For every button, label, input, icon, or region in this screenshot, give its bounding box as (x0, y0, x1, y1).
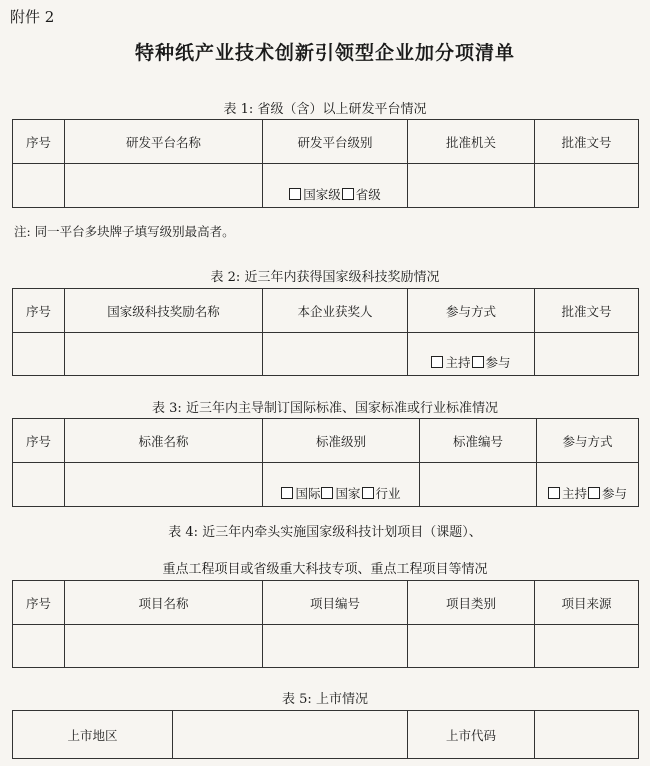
table1-research-platforms (12, 119, 639, 208)
table2-approval-number-cell[interactable] (535, 333, 639, 376)
table5-caption: 表 5: 上市情况 (282, 692, 368, 707)
table5-row (13, 711, 639, 759)
table4-header-row (13, 581, 639, 625)
table2-winner-cell[interactable] (263, 333, 408, 376)
checkbox-lead[interactable] (431, 356, 443, 368)
listing-code-label: 上市代码 (408, 711, 535, 759)
table1-header-row (13, 120, 639, 164)
table1-platform-level-cell (263, 164, 408, 208)
checkbox-international[interactable] (281, 487, 293, 499)
listing-region-value-cell[interactable] (173, 711, 408, 759)
table2-header-cell: 国家级科技奖励名称 (65, 289, 263, 333)
table3-header-cell: 标准编号 (420, 419, 537, 463)
table2-header-cell: 序号 (13, 289, 65, 333)
table3-header-row (13, 419, 639, 463)
table1-caption: 表 1: 省级（含）以上研发平台情况 (223, 102, 427, 117)
table1-data-row (13, 164, 639, 208)
table3-standard-number-cell[interactable] (420, 463, 537, 507)
table3-participation-cell (537, 463, 639, 507)
listing-region-label: 上市地区 (13, 711, 173, 759)
checkbox-national[interactable] (321, 487, 333, 499)
table3-caption: 表 3: 近三年内主导制订国际标准、国家标准或行业标准情况 (152, 401, 498, 416)
table4-header-cell: 项目类别 (408, 581, 535, 625)
table2-award-name-cell[interactable] (65, 333, 263, 376)
table2-header-cell: 批准文号 (535, 289, 639, 333)
table2-participation-cell (408, 333, 535, 376)
table2-header-cell: 本企业获奖人 (263, 289, 408, 333)
option-label: 参与 (602, 486, 628, 501)
table1-platform-name-cell[interactable] (65, 164, 263, 208)
listing-code-value-cell[interactable] (535, 711, 639, 759)
table3-standard-name-cell[interactable] (65, 463, 263, 507)
table1-seq-cell[interactable] (13, 164, 65, 208)
option-label: 主持 (561, 486, 587, 501)
table1-approval-number-cell[interactable] (535, 164, 639, 208)
table5-listing (12, 710, 639, 759)
table4-header-cell: 序号 (13, 581, 65, 625)
table1-header-cell: 批准文号 (535, 120, 639, 164)
table1-header-cell: 研发平台级别 (263, 120, 408, 164)
table4-data-row (13, 625, 639, 668)
table4-project-category-cell[interactable] (408, 625, 535, 668)
table4-header-cell: 项目来源 (535, 581, 639, 625)
table1-approval-authority-cell[interactable] (408, 164, 535, 208)
table4-caption-line1: 表 4: 近三年内牵头实施国家级科技计划项目（课题）、 (168, 525, 482, 540)
table3-header-cell: 标准级别 (263, 419, 420, 463)
option-label: 国家级 (303, 187, 341, 202)
checkbox-participate[interactable] (588, 487, 600, 499)
table2-data-row (13, 333, 639, 376)
table4-caption-line2: 重点工程项目或省级重大科技专项、重点工程项目等情况 (162, 562, 488, 577)
table1-header-cell: 批准机关 (408, 120, 535, 164)
document-title: 特种纸产业技术创新引领型企业加分项清单 (134, 42, 515, 64)
checkbox-participate[interactable] (472, 356, 484, 368)
table3-header-cell: 序号 (13, 419, 65, 463)
option-label: 行业 (375, 486, 401, 501)
table2-header-row (13, 289, 639, 333)
table4-project-number-cell[interactable] (263, 625, 408, 668)
checkbox-provincial[interactable] (342, 188, 354, 200)
table2-header-cell: 参与方式 (408, 289, 535, 333)
option-label: 省级 (355, 187, 381, 202)
table3-header-cell: 标准名称 (65, 419, 263, 463)
table4-seq-cell[interactable] (13, 625, 65, 668)
checkbox-lead[interactable] (548, 487, 560, 499)
table1-header-cell: 序号 (13, 120, 65, 164)
table2-caption: 表 2: 近三年内获得国家级科技奖励情况 (210, 270, 440, 285)
checkbox-industry[interactable] (362, 487, 374, 499)
table4-project-name-cell[interactable] (65, 625, 263, 668)
checkbox-national[interactable] (289, 188, 301, 200)
table2-national-awards (12, 288, 639, 376)
table3-standards (12, 418, 639, 507)
option-label: 主持 (445, 355, 471, 370)
table3-seq-cell[interactable] (13, 463, 65, 507)
table4-project-source-cell[interactable] (535, 625, 639, 668)
table3-standard-level-cell (263, 463, 420, 507)
option-label: 国家 (335, 486, 361, 501)
table4-header-cell: 项目编号 (263, 581, 408, 625)
table1-note: 注: 同一平台多块牌子填写级别最高者。 (14, 224, 235, 239)
table3-data-row (13, 463, 639, 507)
table4-projects (12, 580, 639, 668)
table1-header-cell: 研发平台名称 (65, 120, 263, 164)
option-label: 国际 (295, 486, 321, 501)
table2-seq-cell[interactable] (13, 333, 65, 376)
table4-header-cell: 项目名称 (65, 581, 263, 625)
option-label: 参与 (485, 355, 511, 370)
table3-header-cell: 参与方式 (537, 419, 639, 463)
attachment-label: 附件 2 (10, 8, 55, 26)
